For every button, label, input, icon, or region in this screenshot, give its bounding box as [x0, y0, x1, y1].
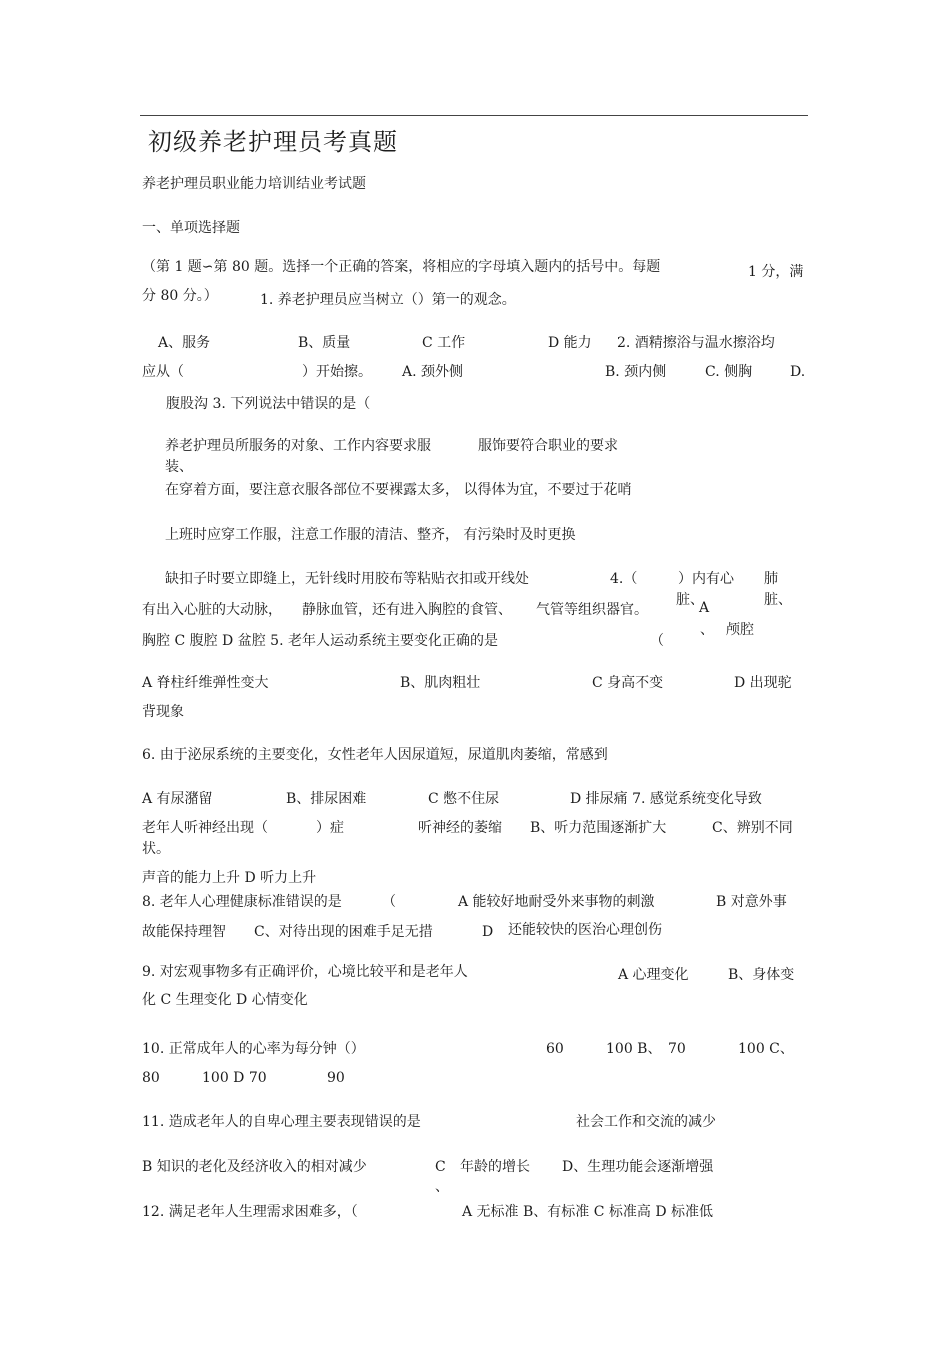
option: 服饰要符合职业的要求	[478, 438, 618, 454]
text-line: 背现象	[142, 704, 184, 720]
question-4: 4.（	[610, 571, 638, 587]
question-8: 8. 老年人心理健康标准错误的是	[142, 894, 342, 910]
header-rule	[140, 115, 808, 116]
text-line: 肺	[764, 571, 778, 587]
option: B、听力范围逐渐扩大	[530, 820, 667, 836]
option: C 工作	[422, 335, 466, 351]
question-6: 6. 由于泌尿系统的主要变化，女性老年人因尿道短，尿道肌肉萎缩，常感到	[142, 747, 608, 763]
text-line: 年龄的增长	[460, 1159, 530, 1175]
question-3: 腹股沟 3. 下列说法中错误的是（	[166, 396, 371, 412]
option: A、服务	[158, 335, 211, 351]
option: B、质量	[298, 335, 351, 351]
question-5: 胸腔 C 腹腔 D 盆腔 5. 老年人运动系统主要变化正确的是	[142, 633, 498, 649]
text-line: 气管等组织器官。	[536, 602, 648, 618]
section-heading: 一、单项选择题	[142, 220, 240, 236]
text-line: 、	[700, 622, 714, 638]
question-7: D 排尿痛 7. 感觉系统变化导致	[570, 791, 762, 807]
option: 100 B、	[606, 1041, 662, 1057]
option: A 能较好地耐受外来事物的刺激	[458, 894, 655, 910]
option: B、排尿困难	[286, 791, 367, 807]
text-line: 还能较快的医治心理创伤	[508, 922, 662, 938]
text-line: 应从（	[142, 364, 184, 380]
text-line: ）内有心	[678, 571, 734, 587]
subtitle: 养老护理员职业能力培训结业考试题	[142, 176, 366, 192]
option: B、肌肉粗壮	[400, 675, 481, 691]
option: B 对意外事	[716, 894, 787, 910]
option: C、辨别不同	[712, 820, 793, 836]
text-line: （第 1 题∽第 80 题。选择一个正确的答案，将相应的字母填入题内的括号中。每题	[142, 259, 661, 275]
page-title: 初级养老护理员考真题	[148, 128, 398, 156]
text-line: 脏、	[764, 592, 792, 608]
option: D 出现驼	[734, 675, 792, 691]
option: 在穿着方面，要注意衣服各部位不要裸露太多， 以得体为宜，不要过于花哨	[165, 482, 632, 498]
option: C 身高不变	[592, 675, 664, 691]
option: 装、	[165, 459, 193, 475]
option: C 憋不住尿	[428, 791, 500, 807]
option: 100 C、	[738, 1041, 794, 1057]
option: 60	[546, 1041, 564, 1057]
option: 90	[327, 1070, 345, 1086]
text-line: 有出入心脏的大动脉，	[142, 602, 282, 618]
option: 听神经的萎缩	[418, 820, 502, 836]
question-1: 1. 养老护理员应当树立（）第一的观念。	[260, 292, 516, 308]
question-9: 9. 对宏观事物多有正确评价，心境比较平和是老年人	[142, 964, 468, 980]
option: A 无标准 B、有标准 C 标准高 D 标准低	[462, 1204, 714, 1220]
text-line: 状。	[142, 841, 170, 857]
option: B 知识的老化及经济收入的相对减少	[142, 1159, 367, 1175]
option: 70	[668, 1041, 686, 1057]
question-2: 2. 酒精擦浴与温水擦浴均	[617, 335, 775, 351]
text-line: 、	[435, 1179, 449, 1195]
option: B. 颈内侧	[605, 364, 667, 380]
option: A 有尿潴留	[142, 791, 213, 807]
option: A 脊柱纤维弹性变大	[142, 675, 269, 691]
text-line: 静脉血管，还有进入胸腔的食管、	[302, 602, 512, 618]
text-line: 脏、	[676, 592, 704, 608]
text-line: 1 分，满	[748, 264, 804, 280]
option: A 心理变化	[618, 967, 689, 983]
text-line: ）开始擦。	[302, 364, 372, 380]
option: D、生理功能会逐渐增强	[562, 1159, 714, 1175]
option: A. 颈外侧	[402, 364, 464, 380]
option: 80	[142, 1070, 160, 1086]
option: 养老护理员所服务的对象、工作内容要求服	[165, 438, 431, 454]
option: 颅腔	[726, 622, 754, 638]
question-11: 11. 造成老年人的自卑心理主要表现错误的是	[142, 1114, 421, 1130]
option: D	[482, 924, 494, 940]
option: C. 侧胸	[705, 364, 753, 380]
option: 社会工作和交流的减少	[576, 1114, 716, 1130]
option: 100 D 70	[202, 1070, 267, 1086]
option: 缺扣子时要立即缝上，无针线时用胶布等粘贴衣扣或开线处	[165, 571, 529, 587]
option: B、身体变	[728, 967, 795, 983]
text-line: 声音的能力上升 D 听力上升	[142, 870, 317, 886]
text-line: 老年人听神经出现（	[142, 820, 268, 836]
text-line: ）症	[316, 820, 344, 836]
option: C、对待出现的困难手足无措	[254, 924, 433, 940]
question-10: 10. 正常成年人的心率为每分钟（）	[142, 1041, 365, 1057]
text-line: （	[650, 633, 664, 649]
option: A	[699, 600, 710, 616]
option: D 能力	[548, 335, 592, 351]
option: C	[435, 1159, 446, 1175]
question-12: 12. 满足老年人生理需求困难多，（	[142, 1204, 358, 1220]
option: D.	[790, 364, 806, 380]
text-line: 故能保持理智	[142, 924, 226, 940]
text-line: 化 C 生理变化 D 心情变化	[142, 992, 308, 1008]
option: 上班时应穿工作服，注意工作服的清洁、整齐， 有污染时及时更换	[165, 527, 576, 543]
text-line: （	[382, 894, 396, 910]
text-line: 分 80 分。）	[142, 288, 218, 304]
